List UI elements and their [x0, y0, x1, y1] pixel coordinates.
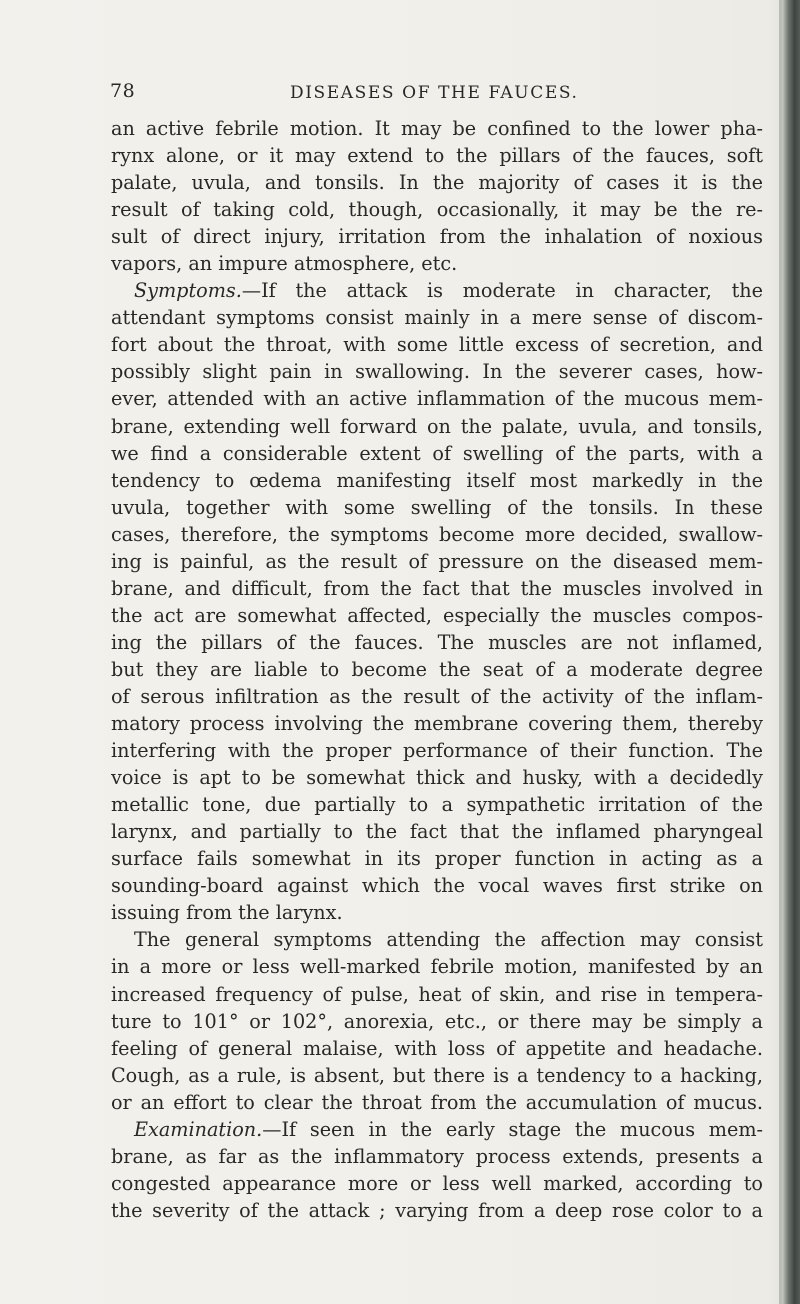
line-text: brane, and difficult, from the fact that the muscles involved in: [111, 576, 763, 600]
line-text: feeling of general malaise, with loss of appetite and headache.: [111, 1036, 763, 1060]
line-text: surface fails somewhat in its proper function in acting as a: [111, 847, 763, 871]
text-line: [111, 818, 763, 845]
line-text: the act are somewhat affected, especially the muscles compos-: [111, 603, 763, 627]
line-text: sult of direct injury, irritation from the inhalation of noxious: [111, 225, 763, 249]
text-line: [111, 1143, 763, 1170]
line-text: the severity of the attack ; varying from a deep rose color to a: [111, 1198, 763, 1222]
text-line: [111, 467, 763, 494]
line-text: increased frequency of pulse, heat of skin, and rise in tempera-: [111, 982, 763, 1006]
text-line: [111, 548, 763, 575]
text-line: [111, 142, 763, 169]
text-line: [111, 115, 763, 142]
body-text: [111, 115, 763, 1224]
text-line: [111, 981, 763, 1008]
text-line: [111, 277, 763, 304]
text-line: [111, 223, 763, 250]
line-text: we find a considerable extent of swelling of the parts, with a: [111, 441, 763, 465]
line-text: matory process involving the membrane covering them, thereby: [111, 712, 763, 736]
line-text: ing is painful, as the result of pressure on the diseased mem-: [111, 549, 763, 573]
text-line: [111, 926, 763, 953]
text-line: [111, 953, 763, 980]
text-line: [111, 1116, 763, 1143]
text-line: [111, 413, 763, 440]
text-line: [111, 169, 763, 196]
line-text: —If the attack is moderate in character, the: [241, 279, 763, 303]
text-line: [111, 440, 763, 467]
line-text: result of taking cold, though, occasionally, it may be the re-: [111, 198, 763, 222]
line-text: ever, attended with an active inflammation of the mucous mem-: [111, 387, 763, 411]
text-line: [111, 494, 763, 521]
line-text: congested appearance more or less well marked, according to: [111, 1171, 763, 1195]
text-line: [111, 196, 763, 223]
line-text: or an effort to clear the throat from the accumulation of mucus.: [111, 1090, 763, 1114]
text-line: [111, 575, 763, 602]
line-text: interfering with the proper performance of their function. The: [111, 739, 763, 763]
text-line: [111, 331, 763, 358]
running-head: DISEASES OF THE FAUCES.: [290, 83, 579, 103]
line-text: of serous infiltration as the result of the activity of the inflam-: [111, 684, 763, 708]
text-line: [111, 656, 763, 683]
line-text: tendency to œdema manifesting itself most markedly in the: [111, 468, 763, 492]
line-text: attendant symptoms consist mainly in a mere sense of discom-: [111, 306, 763, 330]
text-line: [111, 304, 763, 331]
line-text: uvula, together with some swelling of the tonsils. In these: [111, 495, 763, 519]
text-line: [111, 358, 763, 385]
text-line: [111, 899, 763, 926]
text-line: [111, 629, 763, 656]
text-line: [111, 521, 763, 548]
text-line: [111, 1035, 763, 1062]
text-line: [111, 385, 763, 412]
line-text: issuing from the larynx.: [111, 901, 343, 925]
line-text: fort about the throat, with some little excess of secretion, and: [111, 333, 763, 357]
text-line: [111, 710, 763, 737]
line-text: ing the pillars of the fauces. The muscles are not inflamed,: [111, 630, 763, 654]
line-text: rynx alone, or it may extend to the pillars of the fauces, soft: [111, 144, 763, 168]
text-line: [111, 250, 763, 277]
line-text: sounding-board against which the vocal waves first strike on: [111, 874, 763, 898]
line-text: Cough, as a rule, is absent, but there is a tendency to a hacking,: [111, 1063, 763, 1087]
text-line: [111, 1197, 763, 1224]
text-line: [111, 1062, 763, 1089]
text-line: [111, 737, 763, 764]
line-text: The general symptoms attending the affection may consist: [134, 928, 763, 952]
line-text: but they are liable to become the seat of a moderate degree: [111, 657, 763, 681]
line-text: vapors, an impure atmosphere, etc.: [111, 252, 458, 276]
line-text: larynx, and partially to the fact that the inflamed pharyngeal: [111, 820, 763, 844]
page-header: [0, 80, 800, 110]
text-line: [111, 872, 763, 899]
line-text: in a more or less well-marked febrile motion, manifested by an: [111, 955, 763, 979]
section-heading: Examination.: [134, 1117, 263, 1141]
line-text: —If seen in the early stage the mucous mem-: [262, 1117, 763, 1141]
text-line: [111, 1089, 763, 1116]
line-text: metallic tone, due partially to a sympathetic irritation of the: [111, 793, 763, 817]
line-text: possibly slight pain in swallowing. In the severer cases, how-: [111, 360, 763, 384]
text-line: [111, 1170, 763, 1197]
line-text: cases, therefore, the symptoms become more decided, swallow-: [111, 522, 763, 546]
page-number: 78: [110, 80, 136, 102]
page-edge-dark: [782, 0, 800, 1304]
text-line: [111, 1008, 763, 1035]
line-text: voice is apt to be somewhat thick and husky, with a decidedly: [111, 766, 763, 790]
line-text: an active febrile motion. It may be confined to the lower pha-: [111, 117, 763, 140]
text-line: [111, 791, 763, 818]
text-line: [111, 683, 763, 710]
line-text: brane, as far as the inflammatory process extends, presents a: [111, 1144, 763, 1168]
text-line: [111, 602, 763, 629]
line-text: brane, extending well forward on the palate, uvula, and tonsils,: [111, 414, 763, 438]
line-text: palate, uvula, and tonsils. In the majority of cases it is the: [111, 171, 763, 195]
line-text: ture to 101° or 102°, anorexia, etc., or there may be simply a: [111, 1009, 763, 1033]
text-line: [111, 764, 763, 791]
text-line: [111, 845, 763, 872]
section-heading: Symptoms.: [134, 279, 242, 303]
